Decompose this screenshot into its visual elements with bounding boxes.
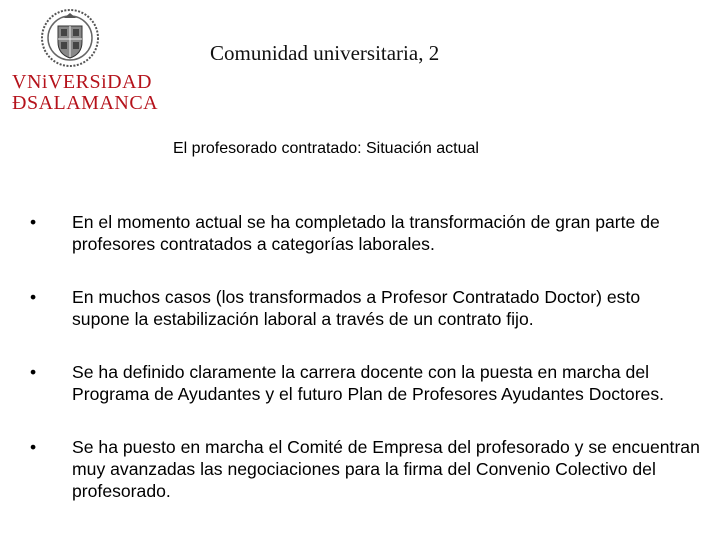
bullet-text: Se ha definido claramente la carrera docente con la puesta en marcha del Programa de Ayudantes y el futuro Plan de Profesores Ayudantes Doctores. [72, 362, 665, 404]
university-logo [12, 71, 159, 114]
bullet-marker: • [30, 287, 37, 307]
bullet-item [30, 436, 700, 502]
bullet-text: En el momento actual se ha completado la transformación de gran parte de profesores contratados a categorías laborales. [72, 212, 660, 254]
university-seal-icon [40, 8, 100, 68]
bullet-item [30, 361, 700, 405]
bullet-marker: • [30, 362, 37, 382]
slide-subtitle: El profesorado contratado: Situación actual [173, 140, 479, 157]
bullet-item [30, 211, 700, 255]
slide-title: Comunidad universitaria, 2 [210, 41, 440, 65]
bullet-list [30, 211, 700, 502]
bullet-marker: • [30, 437, 37, 457]
logo-line-2: ÐSALAMANCA [12, 92, 159, 114]
logo-line-1: VNiVERSiDAD [12, 71, 152, 93]
bullet-item [30, 286, 700, 330]
bullet-marker: • [30, 212, 37, 232]
bullet-text: En muchos casos (los transformados a Profesor Contratado Doctor) esto supone la estabilización laboral a través de un contrato fijo. [72, 287, 641, 329]
bullet-text: Se ha puesto en marcha el Comité de Empresa del profesorado y se encuentran muy avanzadas las negociaciones para la firma del Convenio Colectivo del profesorado. [72, 437, 700, 501]
